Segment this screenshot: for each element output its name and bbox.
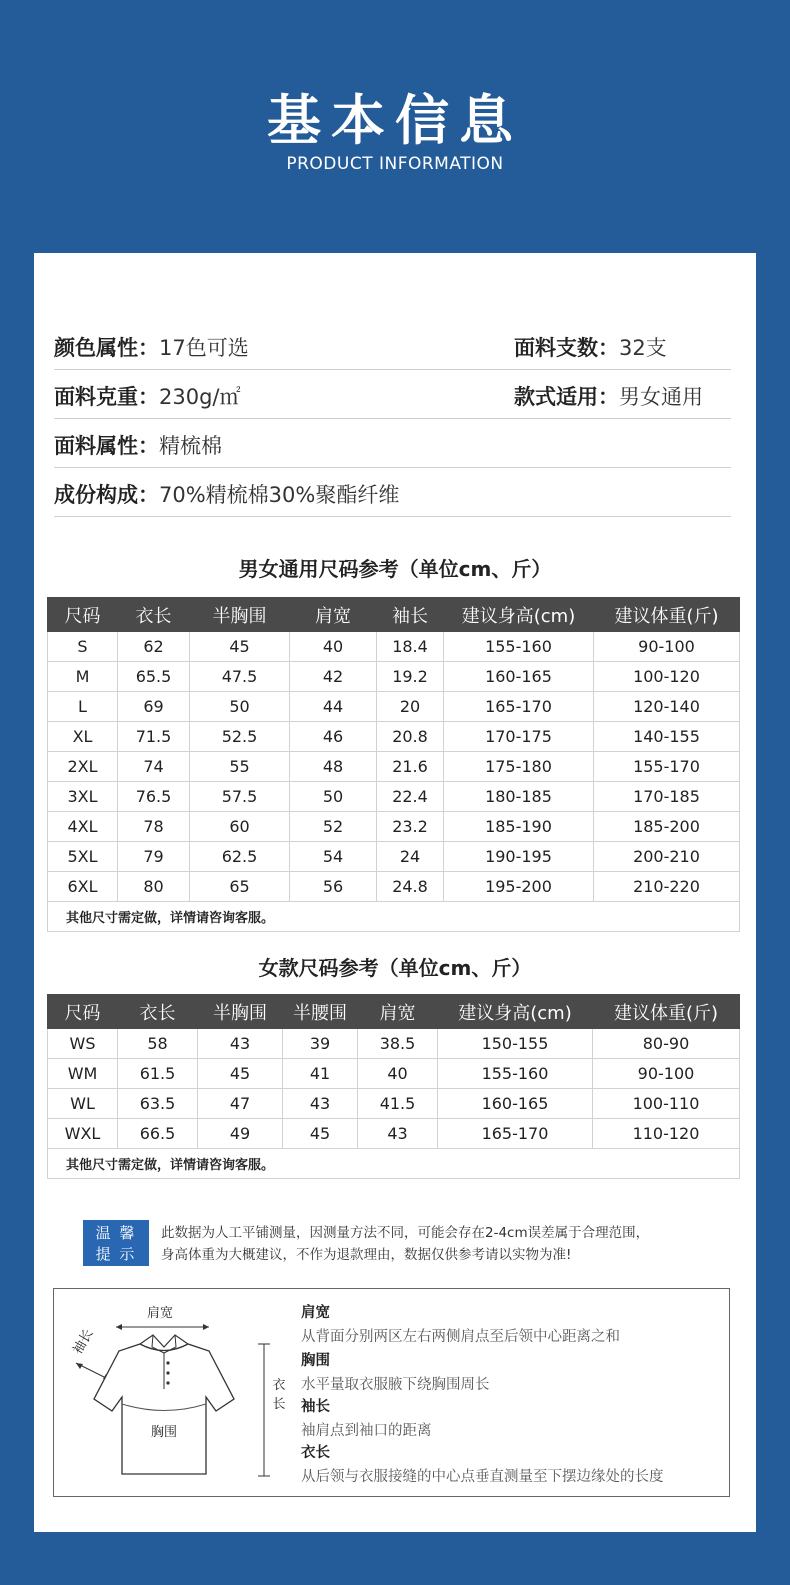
table-cell: 71.5 <box>118 722 190 752</box>
measurement-diagram <box>53 1288 730 1497</box>
table-cell: 155-160 <box>438 1059 593 1089</box>
attr-yarn-label: 面料支数： <box>514 336 619 360</box>
table-cell: 155-160 <box>444 632 594 662</box>
table-row <box>48 1059 740 1089</box>
chest-label: 胸围 <box>150 1425 178 1440</box>
tip-badge-line2: 提 示 <box>95 1245 137 1263</box>
table-cell: 38.5 <box>358 1029 438 1059</box>
table-cell: M <box>48 662 118 692</box>
table-cell: 42 <box>290 662 377 692</box>
table-cell: 49 <box>198 1119 283 1149</box>
table-cell: 45 <box>283 1119 358 1149</box>
table-cell: 41.5 <box>358 1089 438 1119</box>
table-cell: 170-175 <box>444 722 594 752</box>
table-row <box>48 842 740 872</box>
table-cell: 43 <box>358 1119 438 1149</box>
table-cell: 170-185 <box>594 782 740 812</box>
table-cell: 185-200 <box>594 812 740 842</box>
info-card <box>34 253 756 1532</box>
table-row <box>48 812 740 842</box>
attr-color-value: 17色可选 <box>159 336 249 360</box>
desc-text: 从后领与衣服接缝的中心点垂直测量至下摆边缘处的长度 <box>301 1469 664 1485</box>
table-cell: 65.5 <box>118 662 190 692</box>
table-cell: 5XL <box>48 842 118 872</box>
table-row <box>48 782 740 812</box>
table-cell: 140-155 <box>594 722 740 752</box>
table-cell: 150-155 <box>438 1029 593 1059</box>
table-header-cell: 肩宽 <box>358 995 438 1029</box>
table-header-row <box>48 598 740 632</box>
table-row <box>48 662 740 692</box>
attr-style-value: 男女通用 <box>619 385 703 409</box>
table-cell: 58 <box>118 1029 198 1059</box>
attr-weight <box>54 381 241 411</box>
desc-text: 水平量取衣服腋下绕胸围周长 <box>301 1377 490 1393</box>
table-cell: 63.5 <box>118 1089 198 1119</box>
table-cell: 100-120 <box>594 662 740 692</box>
table-note-row <box>48 902 740 932</box>
page-title: 基本信息 <box>267 89 523 152</box>
shoulder-arrow-left-head <box>116 1324 122 1330</box>
table-cell: 50 <box>290 782 377 812</box>
table-header-cell: 肩宽 <box>290 598 377 632</box>
table-cell: 79 <box>118 842 190 872</box>
tip-badge <box>83 1220 149 1266</box>
attr-weight-label: 面料克重： <box>54 385 159 409</box>
attr-composition-value: 70%精梳棉30%聚酯纤维 <box>159 483 400 507</box>
table-cell: 24 <box>377 842 444 872</box>
table-header-cell: 尺码 <box>48 995 118 1029</box>
desc-heading: 胸围 <box>301 1353 330 1369</box>
attr-fabric <box>54 430 222 460</box>
table-header-cell: 衣长 <box>118 598 190 632</box>
table-cell: 54 <box>290 842 377 872</box>
table-cell: 41 <box>283 1059 358 1089</box>
attr-fabric-value: 精梳棉 <box>159 434 222 458</box>
unisex-table-title: 男女通用尺码参考（单位cm、斤） <box>238 557 552 581</box>
table-cell: 43 <box>198 1029 283 1059</box>
table-cell: 56 <box>290 872 377 902</box>
table-cell: 80-90 <box>593 1029 740 1059</box>
table-cell: 61.5 <box>118 1059 198 1089</box>
table-cell: 20.8 <box>377 722 444 752</box>
table-cell: 55 <box>190 752 290 782</box>
table-cell: 165-170 <box>438 1119 593 1149</box>
table-header-cell: 半腰围 <box>283 995 358 1029</box>
table-row <box>48 752 740 782</box>
button-icon <box>166 1371 169 1374</box>
table-cell: 66.5 <box>118 1119 198 1149</box>
shoulder-arrow-right-head <box>203 1324 209 1330</box>
table-cell: 90-100 <box>594 632 740 662</box>
attr-composition <box>54 479 399 509</box>
table-cell: 110-120 <box>593 1119 740 1149</box>
table-row <box>48 1119 740 1149</box>
table-cell: WXL <box>48 1119 118 1149</box>
table-cell: 69 <box>118 692 190 722</box>
table-header-cell: 建议身高(cm) <box>438 995 593 1029</box>
table-cell: 47.5 <box>190 662 290 692</box>
desc-text: 从背面分别两区左右两侧肩点至后领中心距离之和 <box>301 1329 620 1345</box>
table-cell: 6XL <box>48 872 118 902</box>
attr-row-4 <box>54 467 731 517</box>
table-cell: 52.5 <box>190 722 290 752</box>
table-cell: 74 <box>118 752 190 782</box>
table-cell: 210-220 <box>594 872 740 902</box>
table-cell: 62.5 <box>190 842 290 872</box>
attr-composition-label: 成份构成： <box>54 483 159 507</box>
table-header-cell: 半胸围 <box>198 995 283 1029</box>
table-cell: 48 <box>290 752 377 782</box>
table-header-cell: 建议身高(cm) <box>444 598 594 632</box>
table-cell: 46 <box>290 722 377 752</box>
table-cell: 160-165 <box>444 662 594 692</box>
table-cell: WM <box>48 1059 118 1089</box>
table-header-row <box>48 995 740 1029</box>
desc-chest <box>301 1349 490 1394</box>
table-cell: 22.4 <box>377 782 444 812</box>
attr-fabric-label: 面料属性： <box>54 434 159 458</box>
table-cell: 23.2 <box>377 812 444 842</box>
table-cell: S <box>48 632 118 662</box>
table-cell: 185-190 <box>444 812 594 842</box>
table-cell: 65 <box>190 872 290 902</box>
table-cell: 175-180 <box>444 752 594 782</box>
table-cell: 62 <box>118 632 190 662</box>
attr-yarn <box>514 332 667 362</box>
table-cell: 52 <box>290 812 377 842</box>
attr-row-2 <box>54 369 731 419</box>
page-subtitle: PRODUCT INFORMATION <box>286 154 504 174</box>
table-cell: 120-140 <box>594 692 740 722</box>
table-header-cell: 衣长 <box>118 995 198 1029</box>
attr-row-3 <box>54 418 731 468</box>
women-table-title: 女款尺码参考（单位cm、斤） <box>258 956 532 980</box>
unisex-size-table <box>47 597 740 932</box>
tip-line2: 身高体重为大概建议，不作为退款理由，数据仅供参考请以实物为准! <box>161 1247 572 1263</box>
table-cell: 40 <box>358 1059 438 1089</box>
desc-heading: 衣长 <box>301 1445 330 1461</box>
length-label-1: 衣 <box>272 1378 286 1393</box>
table-cell: 20 <box>377 692 444 722</box>
shirt-collar <box>140 1335 188 1347</box>
desc-text: 袖肩点到袖口的距离 <box>301 1423 432 1439</box>
attr-yarn-value: 32支 <box>619 336 667 360</box>
attr-weight-value: 230g/㎡ <box>159 385 241 409</box>
table-cell: 45 <box>190 632 290 662</box>
table-cell: 160-165 <box>438 1089 593 1119</box>
tip-line1: 此数据为人工平铺测量，因测量方法不同，可能会存在2-4cm误差属于合理范围， <box>161 1225 650 1241</box>
table-header-cell: 建议体重(斤) <box>594 598 740 632</box>
table-cell: WL <box>48 1089 118 1119</box>
table-cell: 195-200 <box>444 872 594 902</box>
table-cell: 180-185 <box>444 782 594 812</box>
table-cell: 19.2 <box>377 662 444 692</box>
table-cell: 90-100 <box>593 1059 740 1089</box>
attr-style-label: 款式适用： <box>514 385 619 409</box>
table-cell: 200-210 <box>594 842 740 872</box>
attr-style <box>514 381 703 411</box>
desc-heading: 肩宽 <box>301 1305 330 1321</box>
table-row <box>48 692 740 722</box>
attr-row-1 <box>54 320 731 370</box>
table-cell: 43 <box>283 1089 358 1119</box>
length-label-2: 长 <box>272 1397 286 1412</box>
desc-length <box>301 1441 664 1486</box>
table-row <box>48 632 740 662</box>
table-header-cell: 尺码 <box>48 598 118 632</box>
women-size-table <box>47 994 740 1179</box>
table-cell: 21.6 <box>377 752 444 782</box>
attr-color-label: 颜色属性： <box>54 336 159 360</box>
attr-color <box>54 332 249 362</box>
table-row <box>48 722 740 752</box>
table-cell: L <box>48 692 118 722</box>
table-cell: 57.5 <box>190 782 290 812</box>
table-cell: XL <box>48 722 118 752</box>
table-cell: 3XL <box>48 782 118 812</box>
button-icon <box>166 1381 169 1384</box>
desc-heading: 袖长 <box>301 1399 330 1415</box>
table-cell: 24.8 <box>377 872 444 902</box>
table-cell: 50 <box>190 692 290 722</box>
table-cell: WS <box>48 1029 118 1059</box>
shoulder-label: 肩宽 <box>146 1306 174 1321</box>
tip-badge-line1: 温 馨 <box>95 1224 137 1242</box>
table-cell: 2XL <box>48 752 118 782</box>
table-note: 其他尺寸需定做，详情请咨询客服。 <box>48 1149 740 1179</box>
table-cell: 45 <box>198 1059 283 1089</box>
table-cell: 39 <box>283 1029 358 1059</box>
page-header <box>0 0 790 253</box>
sleeve-label: 袖长 <box>70 1326 97 1357</box>
table-note-row <box>48 1149 740 1179</box>
table-note: 其他尺寸需定做，详情请咨询客服。 <box>48 902 740 932</box>
button-icon <box>166 1361 169 1364</box>
table-cell: 155-170 <box>594 752 740 782</box>
table-cell: 78 <box>118 812 190 842</box>
table-cell: 40 <box>290 632 377 662</box>
table-row <box>48 872 740 902</box>
table-cell: 47 <box>198 1089 283 1119</box>
table-header-cell: 袖长 <box>377 598 444 632</box>
tip-text <box>161 1222 751 1266</box>
table-cell: 60 <box>190 812 290 842</box>
table-header-cell: 建议体重(斤) <box>593 995 740 1029</box>
table-header-cell: 半胸围 <box>190 598 290 632</box>
table-cell: 4XL <box>48 812 118 842</box>
table-cell: 76.5 <box>118 782 190 812</box>
desc-shoulder <box>301 1301 620 1346</box>
table-row <box>48 1029 740 1059</box>
shirt-diagram <box>54 1289 294 1496</box>
table-cell: 165-170 <box>444 692 594 722</box>
table-cell: 44 <box>290 692 377 722</box>
table-cell: 18.4 <box>377 632 444 662</box>
desc-sleeve <box>301 1395 432 1440</box>
table-cell: 80 <box>118 872 190 902</box>
table-cell: 100-110 <box>593 1089 740 1119</box>
table-row <box>48 1089 740 1119</box>
table-cell: 190-195 <box>444 842 594 872</box>
